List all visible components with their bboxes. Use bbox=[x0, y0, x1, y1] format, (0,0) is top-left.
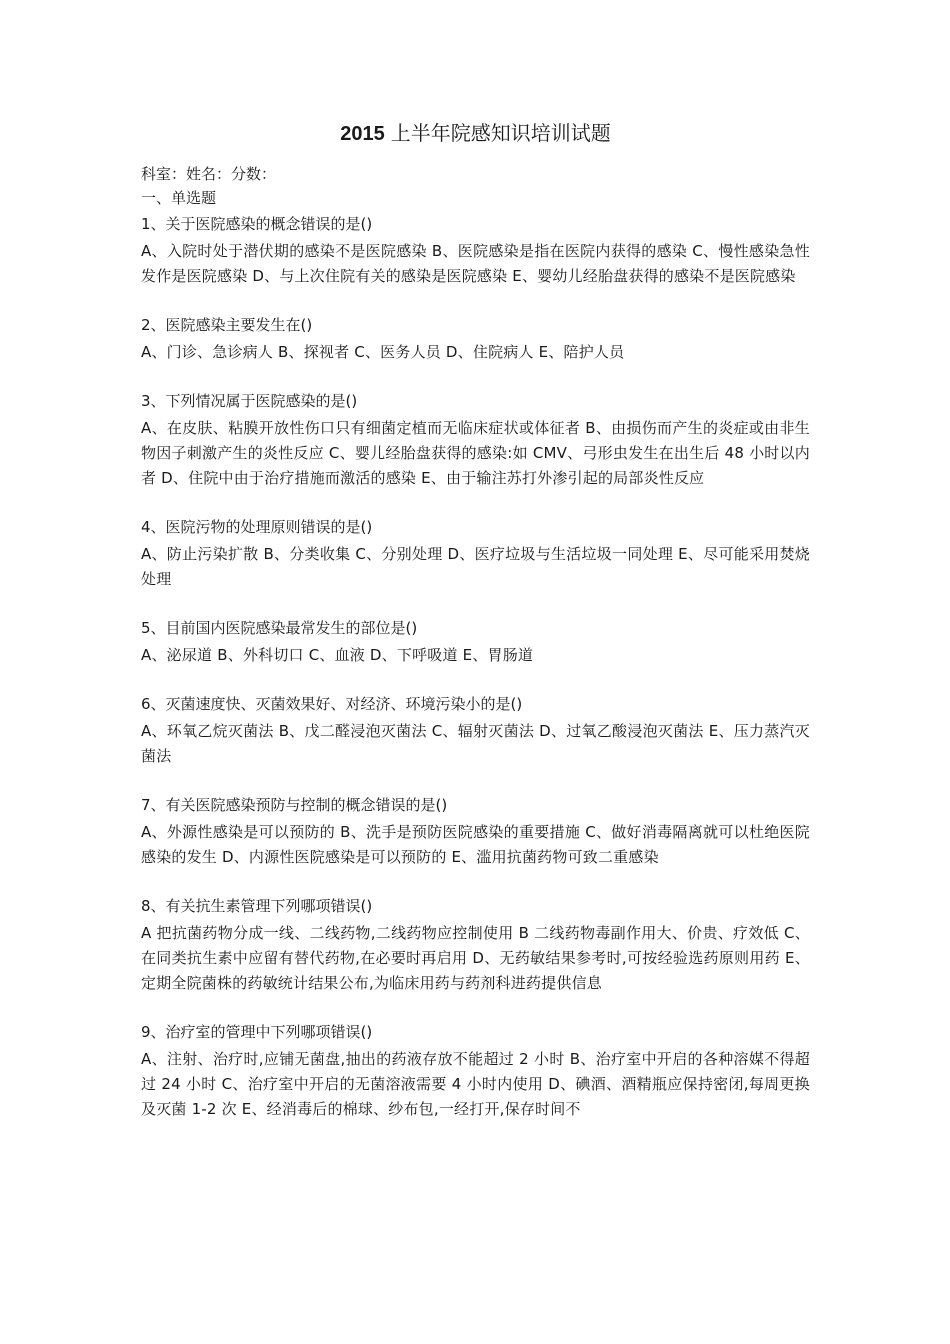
question-options: A、入院时处于潜伏期的感染不是医院感染 B、医院感染是指在医院内获得的感染 C、慢性感染急性发作是医院感染 D、与上次住院有关的感染是医院感染 E、婴幼儿经胎盘获得的感染不是医院感染 bbox=[141, 242, 810, 285]
meta-line: 科室：姓名：分数： bbox=[141, 165, 277, 183]
question-stem: 7、有关医院感染预防与控制的概念错误的是() bbox=[141, 796, 448, 814]
question-options: A、在皮肤、粘膜开放性伤口只有细菌定植而无临床症状或体征者 B、由损伤而产生的炎症或由非生物因子刺激产生的炎性反应 C、婴儿经胎盘获得的感染:如 CMV、弓形虫发生在出生后 48 小时以内者 D、住院中由于治疗措施而激活的感染 E、由于输注苏打外渗引起的局部炎性反应 bbox=[141, 419, 810, 487]
document-title bbox=[141, 118, 810, 149]
question-options: A、注射、治疗时,应铺无菌盘,抽出的药液存放不能超过 2 小时 B、治疗室中开启的各种溶媒不得超过 24 小时 C、治疗室中开启的无菌溶液需要 4 小时内使用 D、碘酒、酒精瓶应保持密闭,每周更换及灭菌 1-2 次 E、经消毒后的棉球、纱布包,一经打开,保存时间不 bbox=[141, 1050, 810, 1118]
section-heading: 一、单选题 bbox=[141, 189, 217, 207]
question-2 bbox=[141, 313, 810, 365]
question-options: A、门诊、急诊病人 B、探视者 C、医务人员 D、住院病人 E、陪护人员 bbox=[141, 343, 625, 361]
question-stem: 3、下列情况属于医院感染的是() bbox=[141, 392, 358, 410]
question-8 bbox=[141, 894, 810, 996]
title-text: 上半年院感知识培训试题 bbox=[390, 121, 611, 145]
question-4 bbox=[141, 515, 810, 592]
question-options: A 把抗菌药物分成一线、二线药物,二线药物应控制使用 B 二线药物毒副作用大、价贵、疗效低 C、在同类抗生素中应留有替代药物,在必要时再启用 D、无药敏结果参考时,可按经验选药原则用药 E、定期全院菌株的药敏统计结果公布,为临床用药与药剂科进药提供信息 bbox=[141, 924, 810, 992]
question-stem: 5、目前国内医院感染最常发生的部位是() bbox=[141, 619, 418, 637]
question-6 bbox=[141, 692, 810, 769]
question-3 bbox=[141, 389, 810, 491]
question-stem: 6、灭菌速度快、灭菌效果好、对经济、环境污染小的是() bbox=[141, 695, 523, 713]
question-options: A、外源性感染是可以预防的 B、洗手是预防医院感染的重要措施 C、做好消毒隔离就可以杜绝医院感染的发生 D、内源性医院感染是可以预防的 E、滥用抗菌药物可致二重感染 bbox=[141, 823, 810, 866]
question-7 bbox=[141, 793, 810, 870]
question-stem: 4、医院污物的处理原则错误的是() bbox=[141, 518, 373, 536]
question-stem: 9、治疗室的管理中下列哪项错误() bbox=[141, 1023, 373, 1041]
title-year: 2015 bbox=[340, 123, 385, 145]
question-1 bbox=[141, 212, 810, 289]
question-stem: 2、医院感染主要发生在() bbox=[141, 316, 313, 334]
question-options: A、防止污染扩散 B、分类收集 C、分别处理 D、医疗垃圾与生活垃圾一同处理 E、尽可能采用焚烧处理 bbox=[141, 545, 810, 588]
question-stem: 8、有关抗生素管理下列哪项错误() bbox=[141, 897, 373, 915]
question-options: A、环氧乙烷灭菌法 B、戊二醛浸泡灭菌法 C、辐射灭菌法 D、过氧乙酸浸泡灭菌法 E、压力蒸汽灭菌法 bbox=[141, 722, 810, 765]
question-options: A、泌尿道 B、外科切口 C、血液 D、下呼吸道 E、胃肠道 bbox=[141, 646, 534, 664]
question-9 bbox=[141, 1020, 810, 1122]
question-stem: 1、关于医院感染的概念错误的是() bbox=[141, 215, 373, 233]
question-5 bbox=[141, 616, 810, 668]
